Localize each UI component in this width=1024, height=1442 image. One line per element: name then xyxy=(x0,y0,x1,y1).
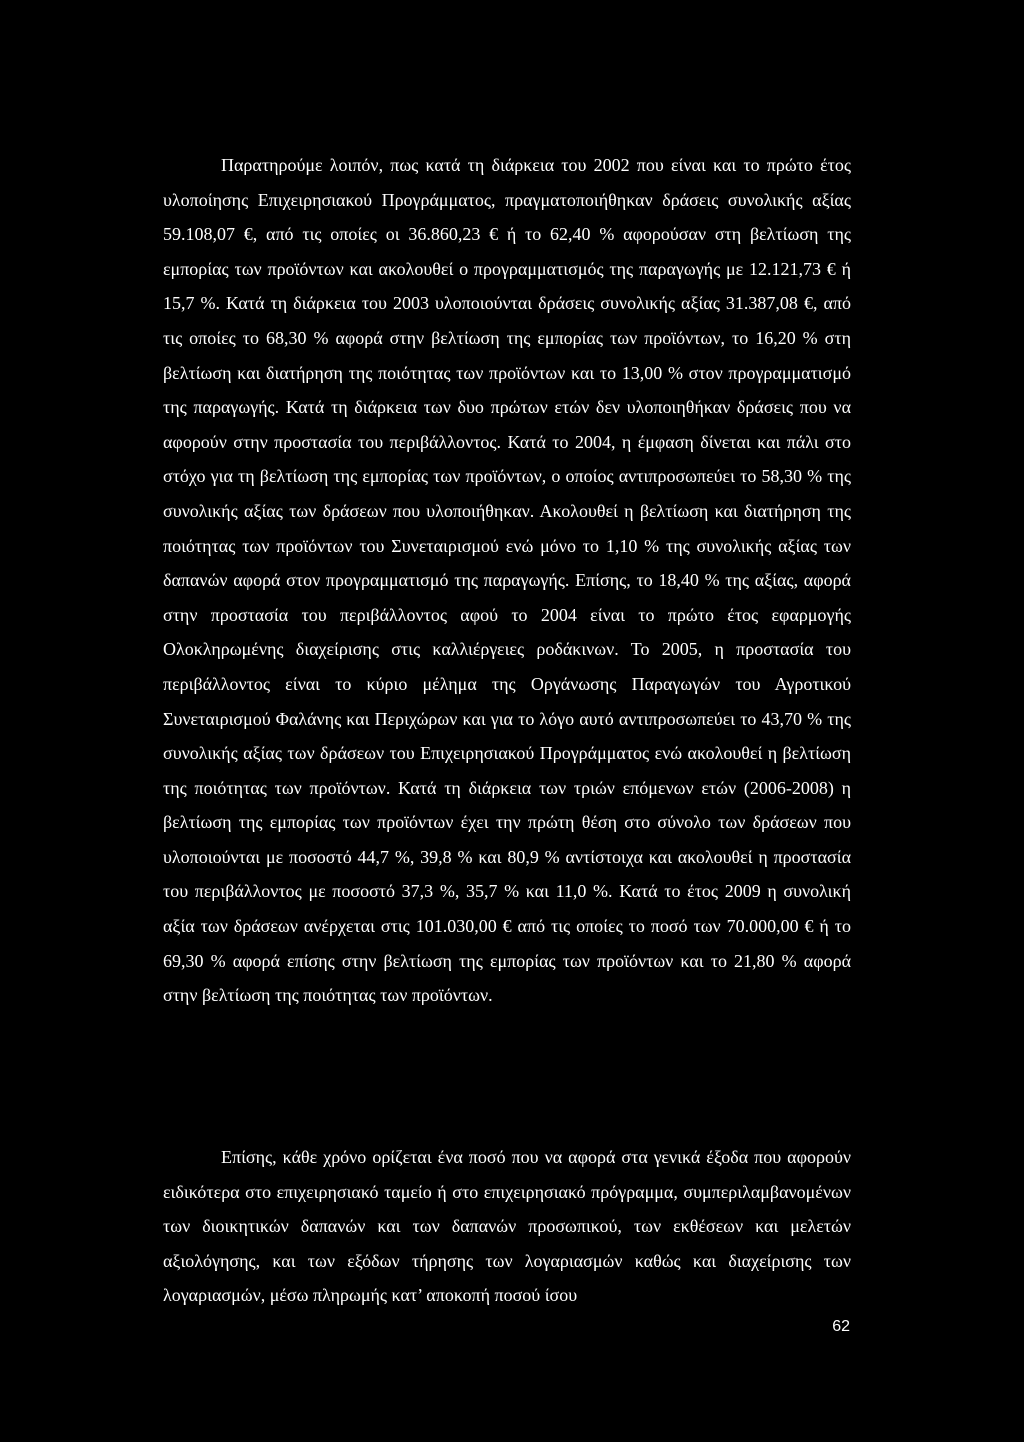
paragraph-1: Παρατηρούμε λοιπόν, πως κατά τη διάρκεια του 2002 που είναι και το πρώτο έτος υλοποίησης Επιχειρησιακού Προγράμματος, πραγματοποιήθηκαν δράσεις συνολικής αξίας 59.108,07 €, από τις οποίες οι 36.860,23 € ή το 62,40 % αφορούσαν στη βελτίωση της εμπορίας των προϊόντων και ακολουθεί ο προγραμματισμός της παραγωγής με 12.121,73 € ή 15,7 %. Κατά τη διάρκεια του 2003 υλοποιούνται δράσεις συνολικής αξίας 31.387,08 €, από τις οποίες το 68,30 % αφορά στην βελτίωση της εμπορίας των προϊόντων, το 16,20 % στη βελτίωση και διατήρηση της ποιότητας των προϊόντων και το 13,00 % στον προγραμματισμό της παραγωγής. Κατά τη διάρκεια των δυο πρώτων ετών δεν υλοποιηθήκαν δράσεις που να αφορούν στην προστασία του περιβάλλοντος. Κατά το 2004, η έμφαση δίνεται και πάλι στο στόχο για τη βελτίωση της εμπορίας των προϊόντων, ο οποίος αντιπροσωπεύει το 58,30 % της συνολικής αξίας των δράσεων που υλοποιήθηκαν. Ακολουθεί η βελτίωση και διατήρηση της ποιότητας των προϊόντων του Συνεταιρισμού ενώ μόνο το 1,10 % της συνολικής αξίας των δαπανών αφορά στον προγραμματισμό της παραγωγής. Επίσης, το 18,40 % της αξίας, αφορά στην προστασία του περιβάλλοντος αφού το 2004 είναι το πρώτο έτος εφαρμογής Ολοκληρωμένης διαχείρισης στις καλλιέργειες ροδάκινων. Το 2005, η προστασία του περιβάλλοντος είναι το κύριο μέλημα της Οργάνωσης Παραγωγών του Αγροτικού Συνεταιρισμού Φαλάνης και Περιχώρων και για το λόγο αυτό αντιπροσωπεύει το 43,70 % της συνολικής αξίας των δράσεων του Επιχειρησιακού Προγράμματος ενώ ακολουθεί η βελτίωση της ποιότητας των προϊόντων. Κατά τη διάρκεια των τριών επόμενων ετών (2006-2008) η βελτίωση της εμπορίας των προϊόντων έχει την πρώτη θέση στο σύνολο των δράσεων που υλοποιούνται με ποσοστό 44,7 %, 39,8 % και 80,9 % αντίστοιχα και ακολουθεί η προστασία του περιβάλλοντος με ποσοστό 37,3 %, 35,7 % και 11,0 %. Κατά το έτος 2009 η συνολική αξία των δράσεων ανέρχεται στις 101.030,00 € από τις οποίες το ποσό των 70.000,00 € ή το 69,30 % αφορά επίσης στην βελτίωση της εμπορίας των προϊόντων και το 21,80 % αφορά στην βελτίωση της ποιότητας των προϊόντων. xyxy=(163,155,851,1006)
paragraph-2: Επίσης, κάθε χρόνο ορίζεται ένα ποσό που να αφορά στα γενικά έξοδα που αφορούν ειδικότερα στο επιχειρησιακό ταμείο ή στο επιχειρησιακό πρόγραμμα, συμπεριλαμβανομένων των διοικητικών δαπανών και των δαπανών προσωπικού, των εκθέσεων και μελετών αξιολόγησης, και των εξόδων τήρησης των λογαριασμών καθώς και διαχείρισης των λογαριασμών, μέσω πληρωμής κατ’ αποκοπή ποσού ίσου xyxy=(163,1147,851,1306)
page-number: 62 xyxy=(832,1318,850,1335)
